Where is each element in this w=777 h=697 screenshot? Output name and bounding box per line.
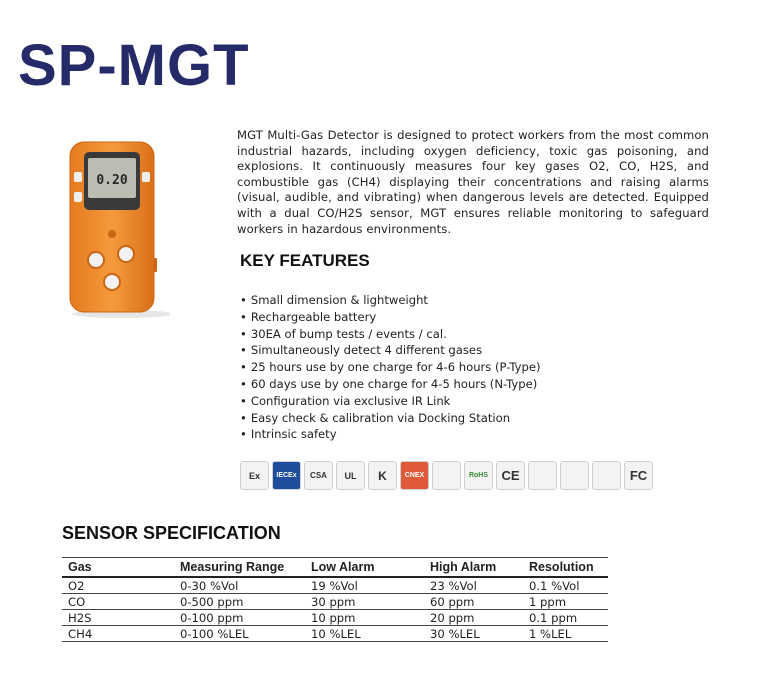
table-cell: 10 %LEL bbox=[305, 626, 424, 642]
csa-icon: CSA bbox=[304, 461, 333, 490]
feature-item: • Configuration via exclusive IR Link bbox=[240, 393, 451, 408]
table-cell: 30 %LEL bbox=[424, 626, 523, 642]
table-cell: CO bbox=[62, 594, 174, 610]
table-cell: 20 ppm bbox=[424, 610, 523, 626]
bullet-icon: • bbox=[240, 343, 247, 358]
feature-item: • 25 hours use by one charge for 4-6 hours (P-Type) bbox=[240, 360, 541, 375]
sensor-spec-heading: SENSOR SPECIFICATION bbox=[62, 523, 281, 543]
table-row bbox=[62, 610, 608, 626]
atex-ex-icon: Ex bbox=[240, 461, 269, 490]
feature-item: • 30EA of bump tests / events / cal. bbox=[240, 326, 447, 341]
table-cell: 60 ppm bbox=[424, 594, 523, 610]
product-description: MGT Multi-Gas Detector is designed to protect workers from the most common industrial hazards, including oxygen deficiency, toxic gas poisoning, and explosions. It continuously measures four key gases O2, CO, H2S, and combustible gas (CH4) displaying their concentrations and raising alarms (visual, audible, and vibrating) when dangerous levels are detected. Equipped with a dual CO/H2S sensor, MGT ensures reliable monitoring to safeguard workers in hazardous environments. bbox=[237, 128, 709, 236]
iecex-icon: IECEx bbox=[272, 461, 301, 490]
feature-item: • Rechargeable battery bbox=[240, 309, 377, 324]
column-header-range: Measuring Range bbox=[174, 558, 305, 578]
bullet-icon: • bbox=[240, 427, 247, 442]
table-row bbox=[62, 626, 608, 642]
bullet-icon: • bbox=[240, 360, 247, 375]
table-cell: CH4 bbox=[62, 626, 174, 642]
bullet-icon: • bbox=[240, 410, 247, 425]
bullet-icon: • bbox=[240, 326, 247, 341]
column-header-high-alarm: High Alarm bbox=[424, 558, 523, 578]
sensor-spec-table bbox=[62, 557, 608, 642]
key-features-list bbox=[240, 292, 541, 443]
cnex-icon: CNEX bbox=[400, 461, 429, 490]
table-cell: 0-500 ppm bbox=[174, 594, 305, 610]
bullet-icon: • bbox=[240, 376, 247, 391]
ce-icon: CE bbox=[496, 461, 525, 490]
feature-item: • Simultaneously detect 4 different gases bbox=[240, 343, 483, 358]
table-cell: 0-30 %Vol bbox=[174, 577, 305, 594]
table-cell: 1 %LEL bbox=[523, 626, 608, 642]
feature-item: • Easy check & calibration via Docking Station bbox=[240, 410, 511, 425]
table-cell: 10 ppm bbox=[305, 610, 424, 626]
bullet-icon: • bbox=[240, 309, 247, 324]
rohs-icon: RoHS bbox=[464, 461, 493, 490]
table-cell: O2 bbox=[62, 577, 174, 594]
product-title: SP-MGT bbox=[18, 33, 250, 98]
feature-item: • 60 days use by one charge for 4-5 hours (N-Type) bbox=[240, 376, 538, 391]
eco-icon bbox=[560, 461, 589, 490]
ul-icon: UL bbox=[336, 461, 365, 490]
column-header-low-alarm: Low Alarm bbox=[305, 558, 424, 578]
feature-item: • Small dimension & lightweight bbox=[240, 293, 428, 307]
column-header-resolution: Resolution bbox=[523, 558, 608, 578]
table-cell: 0.1 ppm bbox=[523, 610, 608, 626]
weee-icon bbox=[592, 461, 621, 490]
device-display-text: 0.20 bbox=[96, 173, 128, 188]
column-header-gas: Gas bbox=[62, 558, 174, 578]
fcc-icon: FC bbox=[624, 461, 653, 490]
feature-item: • Intrinsic safety bbox=[240, 427, 337, 442]
table-cell: 19 %Vol bbox=[305, 577, 424, 594]
kc-icon: K bbox=[368, 461, 397, 490]
table-header-row bbox=[62, 558, 608, 578]
certification-logos bbox=[240, 461, 653, 490]
key-features-heading: KEY FEATURES bbox=[240, 251, 370, 270]
table-cell: 30 ppm bbox=[305, 594, 424, 610]
table-cell: 0-100 ppm bbox=[174, 610, 305, 626]
table-cell: H2S bbox=[62, 610, 174, 626]
table-cell: 0.1 %Vol bbox=[523, 577, 608, 594]
table-cell: 0-100 %LEL bbox=[174, 626, 305, 642]
table-cell: 1 ppm bbox=[523, 594, 608, 610]
table-row bbox=[62, 594, 608, 610]
bullet-icon: • bbox=[240, 393, 247, 408]
table-row bbox=[62, 577, 608, 594]
inmetro-icon bbox=[528, 461, 557, 490]
kosha-icon bbox=[432, 461, 461, 490]
gas-detector-image bbox=[60, 138, 170, 318]
table-cell: 23 %Vol bbox=[424, 577, 523, 594]
bullet-icon: • bbox=[240, 293, 247, 307]
